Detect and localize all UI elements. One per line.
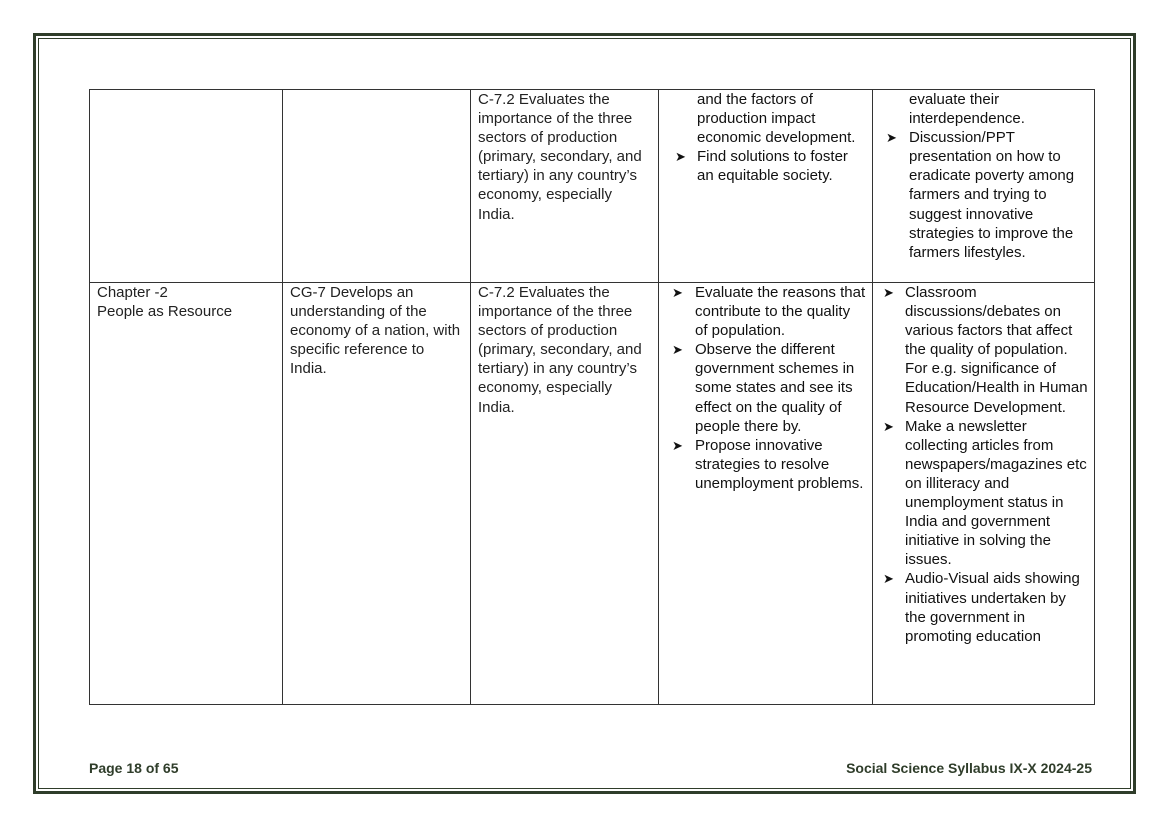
list-item: ➤ Classroom discussions/debates on various factors that affect the quality of population. For e.g. significance of Education/Health in Human Resource Development. <box>883 284 1088 416</box>
objectives-cell <box>659 283 873 705</box>
list-item: ➤ Evaluate the reasons that contribute to the quality of population. <box>672 284 866 340</box>
arrowhead-right-icon: ➤ <box>883 571 894 587</box>
chapter-number: Chapter -2 <box>97 284 168 301</box>
arrowhead-right-icon: ➤ <box>883 418 894 434</box>
chapter-cell <box>90 283 283 705</box>
list-item: ➤ Observe the different government schemes in some states and see its effect on the quality of people there by. <box>672 341 855 435</box>
competency-text: CG-7 Develops an understanding of the economy of a nation, with specific reference to India. <box>290 284 461 378</box>
table-row <box>90 90 1095 283</box>
learning-outcome-cell <box>471 90 659 283</box>
page-number: Page 18 of 65 <box>89 760 179 776</box>
arrowhead-right-icon: ➤ <box>883 285 894 300</box>
list-item: and the factors of production impact economic development. <box>697 91 856 147</box>
list-item: ➤ Discussion/PPT presentation on how to eradicate poverty among farmers and trying to suggest innovative strategies to improve the farmers lifestyles. <box>886 129 1075 261</box>
document-title: Social Science Syllabus IX-X 2024-25 <box>846 760 1092 776</box>
competency-cell <box>283 283 471 705</box>
chapter-cell <box>90 90 283 283</box>
list-item: ➤ Audio-Visual aids showing initiatives undertaken by the government in promoting education <box>883 570 1080 645</box>
syllabus-table <box>89 89 1095 705</box>
list-item: ➤ Make a newsletter collecting articles from newspapers/magazines etc on illiteracy and unemployment status in India and government initiative in solving the issues. <box>883 417 1087 569</box>
learning-outcome-cell <box>471 283 659 705</box>
objectives-cell <box>659 90 873 283</box>
arrowhead-right-icon: ➤ <box>672 285 683 300</box>
learning-outcome-text: C-7.2 Evaluates the importance of the three sectors of production (primary, secondary, and tertiary) in any country’s economy, especially India. <box>478 91 642 223</box>
list-item: ➤ Find solutions to foster an equitable society. <box>675 148 848 185</box>
table-row <box>90 283 1095 705</box>
list-item: evaluate their interdependence. <box>909 91 1025 128</box>
activities-cell <box>873 283 1095 705</box>
arrowhead-right-icon: ➤ <box>672 437 683 453</box>
arrowhead-right-icon: ➤ <box>886 130 897 146</box>
learning-outcome-text: C-7.2 Evaluates the importance of the three sectors of production (primary, secondary, and tertiary) in any country’s economy, especially India. <box>478 284 642 416</box>
activities-cell <box>873 90 1095 283</box>
competency-cell <box>283 90 471 283</box>
chapter-title: People as Resource <box>97 303 233 321</box>
arrowhead-right-icon: ➤ <box>672 342 683 358</box>
arrowhead-right-icon: ➤ <box>675 149 686 165</box>
list-item: ➤ Propose innovative strategies to resolve unemployment problems. <box>672 436 864 492</box>
